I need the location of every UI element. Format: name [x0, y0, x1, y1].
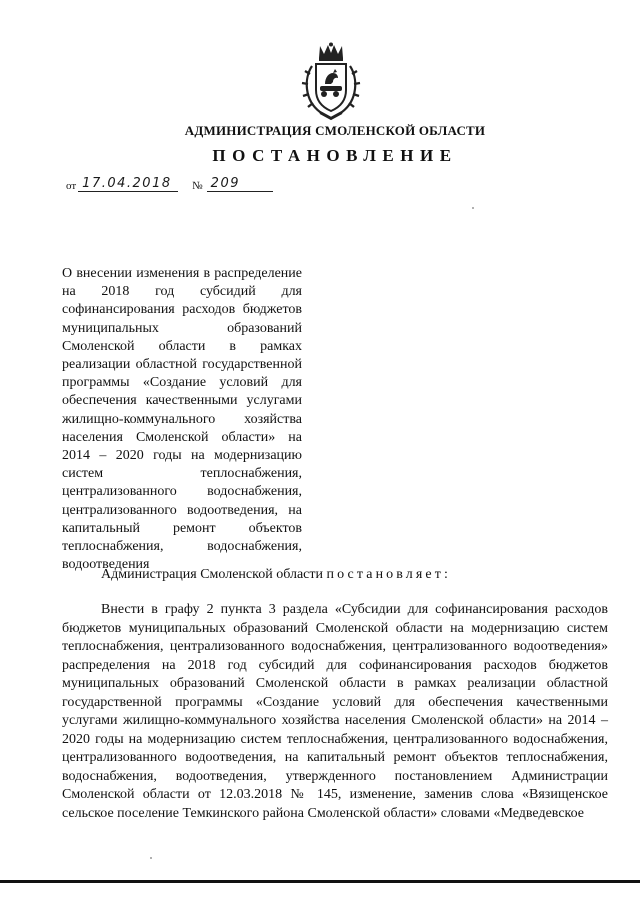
preamble-verb: постановляет:: [326, 567, 451, 582]
date-number-line: [66, 172, 273, 192]
document-type-title: ПОСТАНОВЛЕНИЕ: [212, 146, 458, 165]
body-paragraph: Внести в графу 2 пункта 3 раздела «Субсидии для софинансирования расходов бюджетов муниципальных образований Смоленской области на модернизацию систем теплоснабжения, централизованного водоснабжения, централизованного водоотведения» распределения на 2018 год субсидий для софинансирования расходов бюджетов муниципальных образований Смоленской области в рамках реализации областной государственной программы «Создание условий для обеспечения качественными услугами жилищно-коммунального хозяйства населения Смоленской области» на 2014 – 2020 годы на модернизацию систем теплоснабжения, централизованного водоснабжения, централизованного водоотведения, на капитальный ремонт объектов теплоснабжения, водоснабжения, водоотведения, утвержденного постановлением Администрации Смоленской области от 12.03.2018 № 145, изменение, заменив слова «Вязищенское сельское поселение Темкинского района Смоленской области» словами «Медведевское: [62, 602, 608, 821]
number-label: №: [192, 180, 203, 192]
preamble: [101, 566, 451, 584]
handwritten-number: 209: [207, 176, 273, 192]
scan-speck: [472, 207, 474, 209]
date-prefix: от: [66, 180, 77, 192]
bottom-rule: [0, 880, 640, 883]
document-subject: О внесении изменения в распределение на 2018 год субсидий для софинансирования расходов бюджетов муниципальных образований Смоленской области в рамках реализации областной государственной программы «Создание условий для обеспечения качественными услугами жилищно-коммунального хозяйства населения Смоленской области» на 2014 – 2020 годы на модернизацию систем теплоснабжения, централизованного водоснабжения, централизованного водоотведения, на капитальный ремонт объектов теплоснабжения, водоснабжения, водоотведения: [62, 266, 302, 573]
preamble-text: Администрация Смоленской области: [101, 567, 324, 582]
organization-name: АДМИНИСТРАЦИЯ СМОЛЕНСКОЙ ОБЛАСТИ: [184, 123, 486, 138]
scan-speck: [150, 857, 152, 859]
handwritten-date: 17.04.2018: [78, 176, 178, 192]
smolensk-coat-of-arms-icon: [298, 42, 364, 122]
